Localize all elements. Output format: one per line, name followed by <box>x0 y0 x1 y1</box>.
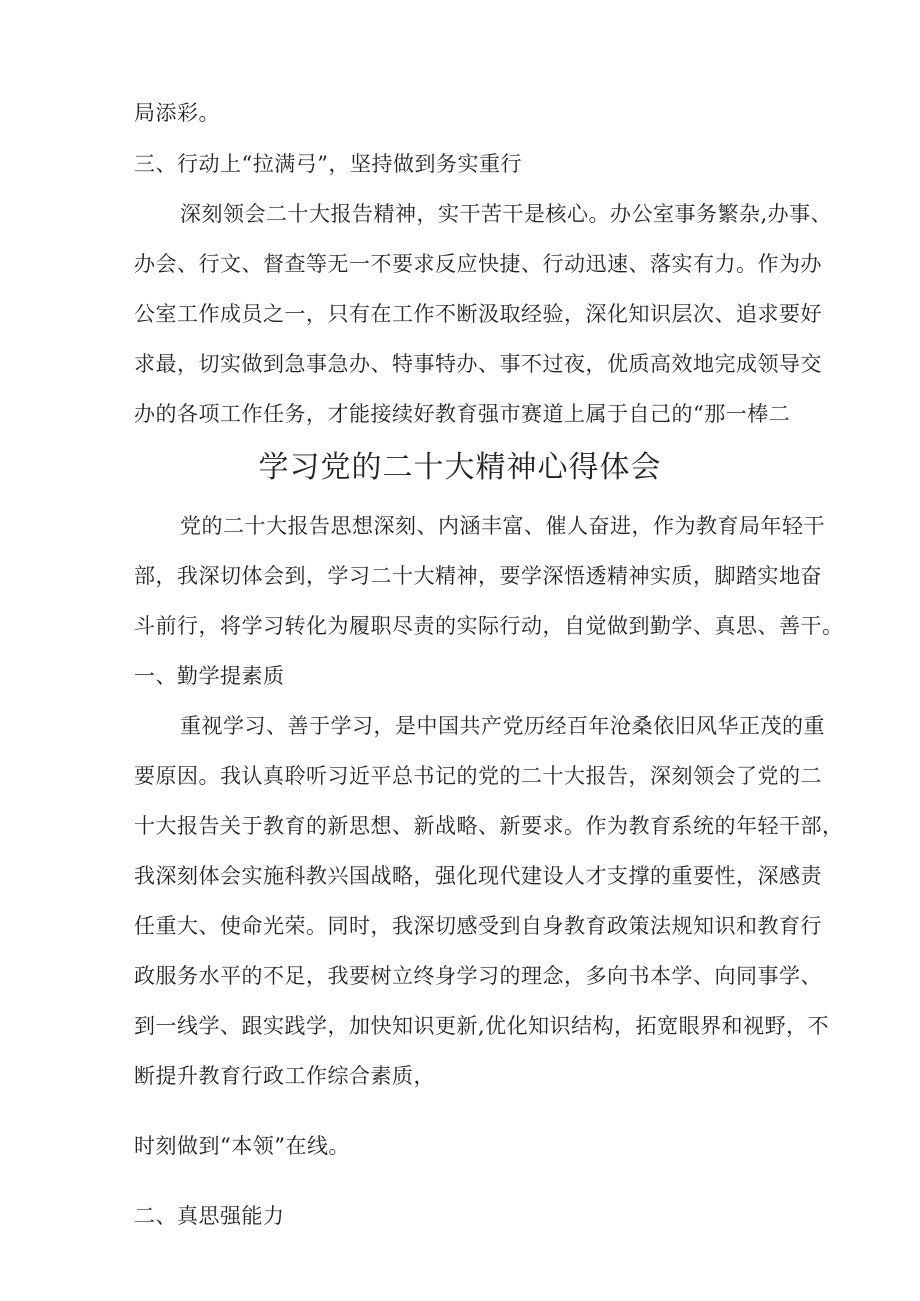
paragraph-line: 办会、行文、督查等无一不要求反应快捷、行动迅速、落实有力。作为办 <box>134 252 822 276</box>
paragraph-line: 断提升教育行政工作综合素质， <box>134 1064 435 1088</box>
paragraph-line: 斗前行，将学习转化为履职尽责的实际行动，自觉做到勤学、真思、善干。 <box>134 614 844 638</box>
paragraph-line: 公室工作成员之一，只有在工作不断汲取经验，深化知识层次、追求要好 <box>134 302 822 326</box>
paragraph-line: 要原因。我认真聆听习近平总书记的党的二十大报告，深刻领会了党的二 <box>134 764 822 788</box>
paragraph-line: 党的二十大报告思想深刻、内涵丰富、催人奋进，作为教育局年轻干 <box>180 514 825 538</box>
section-heading-2: 二、真思强能力 <box>134 1204 285 1228</box>
paragraph-line: 深刻领会二十大报告精神，实干苦干是核心。办公室事务繁杂,办事、 <box>180 202 833 226</box>
text-line-continuation: 局添彩。 <box>134 101 220 125</box>
paragraph-line: 任重大、使命光荣。同时，我深切感受到自身教育政策法规知识和教育行 <box>134 914 822 938</box>
paragraph-line: 求最，切实做到急事急办、特事特办、事不过夜，优质高效地完成领导交 <box>134 352 822 376</box>
paragraph-line: 十大报告关于教育的新思想、新战略、新要求。作为教育系统的年轻干部， <box>134 814 844 838</box>
paragraph-line: 我深刻体会实施科教兴国战略，强化现代建设人才支撑的重要性，深感责 <box>134 864 822 888</box>
document-title: 学习党的二十大精神心得体会 <box>258 450 662 485</box>
paragraph-line: 重视学习、善于学习，是中国共产党历经百年沧桑依旧风华正茂的重 <box>180 714 825 738</box>
paragraph-line: 部，我深切体会到，学习二十大精神，要学深悟透精神实质，脚踏实地奋 <box>134 564 822 588</box>
section-heading-1: 一、勤学提素质 <box>134 664 285 688</box>
paragraph-line: 政服务水平的不足，我要树立终身学习的理念，多向书本学、向同事学、 <box>134 964 822 988</box>
paragraph-line: 办的各项工作任务，才能接续好教育强市赛道上属于自己的“那一棒二 <box>134 402 791 426</box>
paragraph-line: 时刻做到“本领”在线。 <box>134 1134 350 1158</box>
section-heading-3: 三、行动上“拉满弓”，坚持做到务实重行 <box>134 152 522 176</box>
paragraph-line: 到一线学、跟实践学，加快知识更新,优化知识结构，拓宽眼界和视野，不 <box>134 1014 830 1038</box>
